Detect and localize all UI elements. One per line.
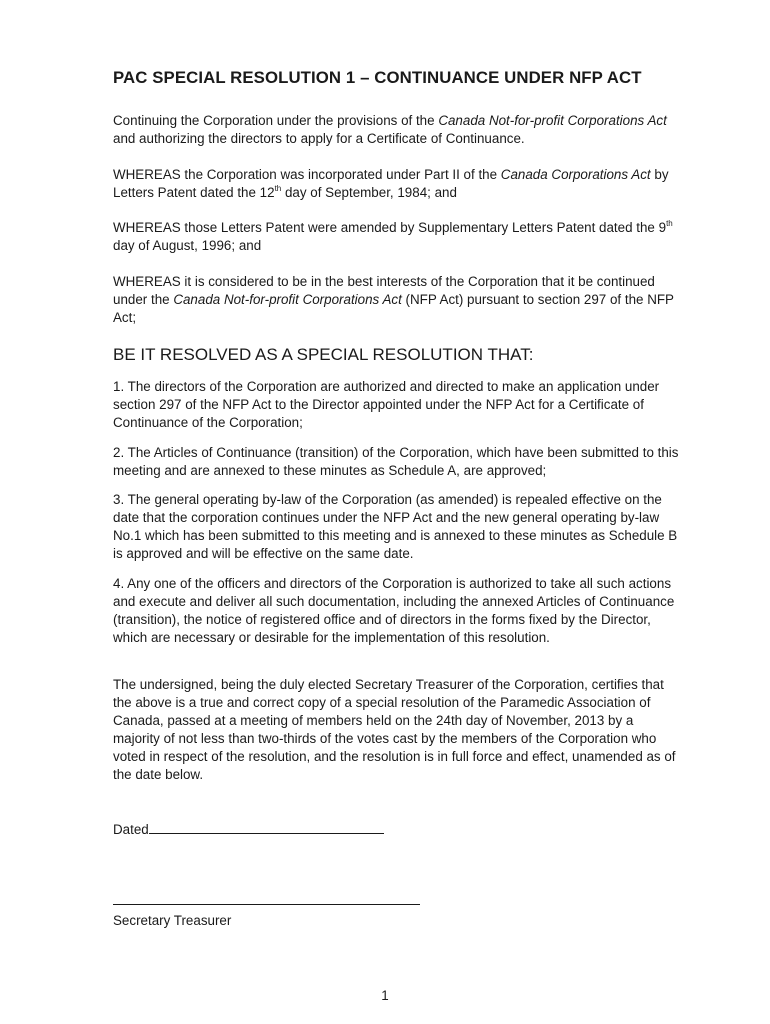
resolution-2 — [113, 444, 724, 480]
document-title: PAC SPECIAL RESOLUTION 1 – CONTINUANCE UNDER NFP ACT — [113, 68, 642, 87]
resolution-4 — [113, 575, 724, 647]
resolution-line: is approved and will be effective on the same date. — [113, 546, 414, 561]
resolution-1 — [113, 378, 724, 432]
intro-text: Continuing the Corporation under the provisions of the — [113, 113, 439, 128]
dated-blank-line[interactable] — [149, 820, 384, 834]
resolution-line: 2. The Articles of Continuance (transition) of the Corporation, which have been submitted to this — [113, 445, 679, 460]
resolution-line: No.1 which has been submitted to this meeting and is annexed to these minutes as Schedule B — [113, 528, 678, 543]
whereas-1-text: by — [650, 167, 669, 182]
certification-line: the above is a true and correct copy of a special resolution of the Paramedic Association of — [113, 695, 651, 710]
signature-blank-line[interactable] — [113, 891, 420, 905]
whereas-3-line-2 — [113, 291, 724, 309]
whereas-paragraph-3 — [113, 273, 724, 327]
whereas-3-text: (NFP Act) pursuant to section 297 of the NFP — [401, 292, 674, 307]
certification-line: The undersigned, being the duly elected Secretary Treasurer of the Corporation, certifies that — [113, 677, 664, 692]
intro-line-1 — [113, 112, 724, 130]
page-number: 1 — [381, 988, 389, 1003]
whereas-paragraph-1 — [113, 166, 724, 202]
dated-field[interactable] — [113, 820, 724, 839]
resolution-line: section 297 of the NFP Act to the Director appointed under the NFP Act for a Certificate of — [113, 397, 644, 412]
whereas-2-line-2: day of August, 1996; and — [113, 238, 262, 253]
act-name: Canada Not-for-profit Corporations Act — [438, 113, 667, 128]
dated-label: Dated — [113, 822, 149, 837]
signature-block — [113, 891, 724, 930]
whereas-1-text: Letters Patent dated the 12 — [113, 185, 275, 200]
whereas-paragraph-2 — [113, 219, 724, 255]
whereas-3-line-3: Act; — [113, 310, 137, 325]
resolution-line: which are necessary or desirable for the implementation of this resolution. — [113, 630, 550, 645]
signature-label: Secretary Treasurer — [113, 913, 232, 928]
resolution-3 — [113, 491, 724, 563]
whereas-1-text: WHEREAS the Corporation was incorporated under Part II of the — [113, 167, 501, 182]
resolution-line: 1. The directors of the Corporation are authorized and directed to make an application under — [113, 379, 660, 394]
whereas-3-text: under the — [113, 292, 174, 307]
resolution-line: 3. The general operating by-law of the Corporation (as amended) is repealed effective on the — [113, 492, 662, 507]
resolved-heading: BE IT RESOLVED AS A SPECIAL RESOLUTION THAT: — [113, 345, 534, 364]
certification-line: Canada, passed at a meeting of members held on the 24th day of November, 2013 by a — [113, 713, 634, 728]
resolution-line: Continuance of the Corporation; — [113, 415, 303, 430]
certification-line: majority of not less than two-thirds of the votes cast by the members of the Corporation who — [113, 731, 657, 746]
certification-line: the date below. — [113, 767, 204, 782]
certification-paragraph — [113, 676, 724, 784]
whereas-3-line-1: WHEREAS it is considered to be in the best interests of the Corporation that it be continued — [113, 274, 655, 289]
whereas-1-line-1 — [113, 166, 724, 184]
resolution-line: 4. Any one of the officers and directors of the Corporation is authorized to take all such actions — [113, 576, 672, 591]
whereas-1-line-2 — [113, 184, 724, 202]
resolution-line: (transition), the notice of registered office and of directors in the forms fixed by the Director, — [113, 612, 651, 627]
act-name: Canada Corporations Act — [500, 167, 651, 182]
whereas-2-line-1 — [113, 219, 724, 237]
resolution-line: date that the corporation continues under the NFP Act and the new general operating by-law — [113, 510, 660, 525]
whereas-1-text: day of September, 1984; and — [281, 185, 457, 200]
ordinal-suffix: th — [666, 218, 673, 228]
act-name: Canada Not-for-profit Corporations Act — [173, 292, 402, 307]
whereas-2-text: WHEREAS those Letters Patent were amended by Supplementary Letters Patent dated the 9 — [113, 220, 667, 235]
resolution-line: and execute and deliver all such documentation, including the annexed Articles of Continuance — [113, 594, 675, 609]
ordinal-suffix: th — [274, 183, 282, 193]
resolution-line: meeting and are annexed to these minutes as Schedule A, are approved; — [113, 463, 547, 478]
certification-line: voted in respect of the resolution, and the resolution is in full force and effect, unamended as of — [113, 749, 676, 764]
intro-paragraph — [113, 112, 724, 148]
intro-line-2: and authorizing the directors to apply for a Certificate of Continuance. — [113, 131, 525, 146]
